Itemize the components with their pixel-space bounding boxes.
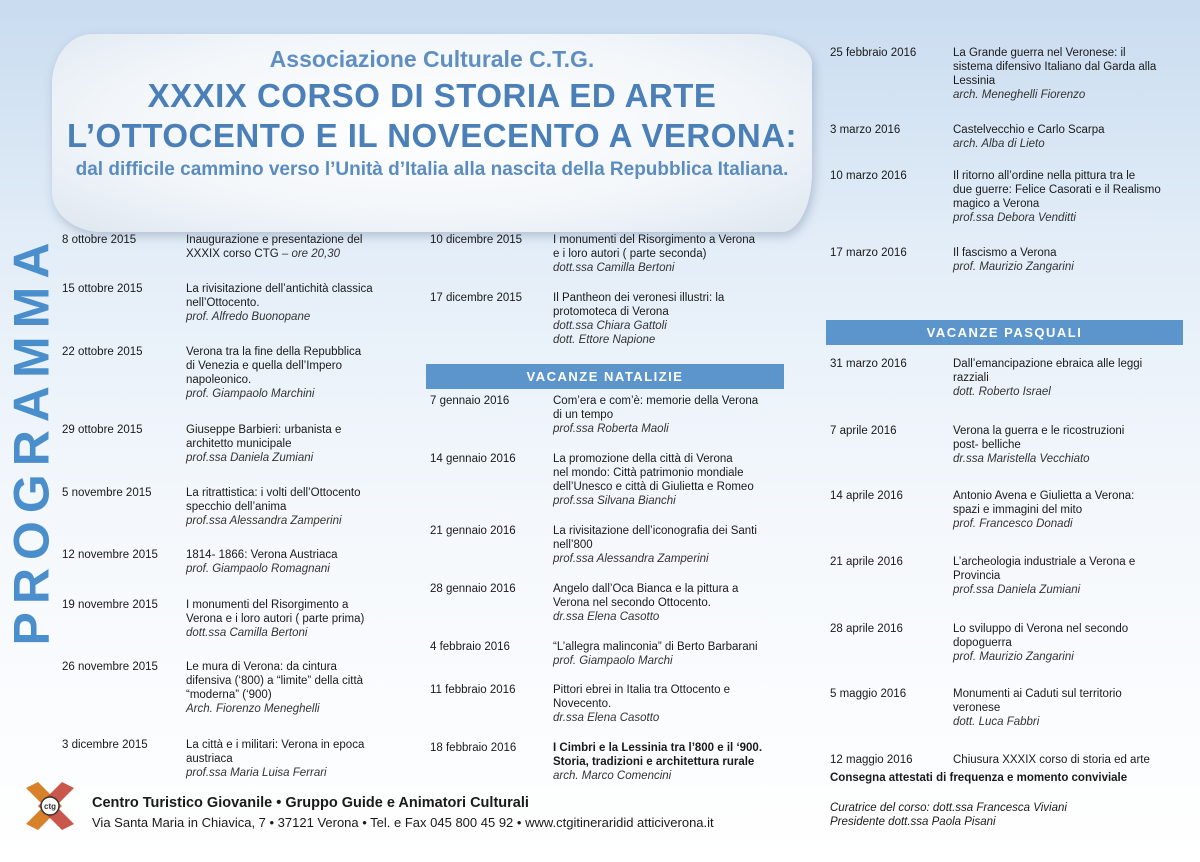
closing-date: 12 maggio 2016 [830,754,913,766]
entry-title-line: Verona tra la fine della Repubblica [186,346,362,358]
entry-title-line: nell’Ottocento. [186,297,260,309]
entry-speaker: prof.ssa Daniela Zumiani [953,584,1081,596]
entry-speaker: arch. Alba di Lieto [953,138,1045,150]
entry-body [186,282,426,324]
entry-date: 10 dicembre 2015 [430,234,523,246]
entry-speaker: dott. Roberto Israel [953,386,1051,398]
entry-title-line: I monumenti del Risorgimento a Verona [553,234,755,246]
entry-title-line: due guerre: Felice Casorati e il Realismo [953,184,1161,196]
closing-text: Chiusura XXXIX corso di storia ed arte [953,754,1150,766]
entry-title-line: Dall’emancipazione ebraica alle leggi [953,358,1143,370]
entry-speaker: dott. Luca Fabbri [953,716,1040,728]
entry-date: 3 dicembre 2015 [62,739,148,751]
entry-speaker: prof.ssa Roberta Maoli [553,423,669,435]
entry-body [953,246,1193,274]
entry-body [186,486,426,528]
entry-speaker: dott.ssa Chiara Gattoli [553,320,667,332]
entry-date: 12 novembre 2015 [62,549,158,561]
entry-speaker: prof. Francesco Donadi [953,518,1073,530]
entry-speaker: dr.ssa Elena Casotto [553,611,660,623]
subtitle: dal difficile cammino verso l’Unità d’Italia alla nascita della Repubblica Italiana. [75,159,789,180]
entry-title-line: Il Pantheon dei veronesi illustri: la [553,292,725,304]
entry-title-line: La ritrattistica: i volti dell’Ottocento [186,487,361,499]
entry-title-line: architetto municipale [186,438,292,450]
ctg-logo [22,778,78,834]
entry-date: 26 novembre 2015 [62,661,158,673]
entry-body [186,423,426,465]
entry-date: 18 febbraio 2016 [430,742,517,754]
entry-date: 8 ottobre 2015 [62,234,137,246]
entry-title-line: veronese [953,702,1001,714]
entry-body [553,582,793,624]
entry-date: 28 aprile 2016 [830,623,903,635]
entry-date: 15 ottobre 2015 [62,283,143,295]
course-title: XXXIX CORSO DI STORIA ED ARTE [147,77,717,114]
entry-title-line: Com’era e com’è: memorie della Verona [553,395,759,407]
entry-title-line: post- belliche [953,439,1021,451]
entry-title-line: Angelo dall’Oca Bianca e la pittura a [553,583,739,595]
entry-speaker: prof.ssa Daniela Zumiani [186,452,314,464]
entry-title-line: dopoguerra [953,637,1012,649]
entry-title-line: spazi e immagini del mito [953,504,1083,516]
entry-body [953,489,1193,531]
side-label [2,230,60,650]
entry-title-line: Provincia [953,570,1001,582]
entry-date: 17 marzo 2016 [830,247,907,259]
entry-date: 7 aprile 2016 [830,425,897,437]
logo-text: ctg [44,802,56,811]
entry-speaker: dott. Ettore Napione [553,334,656,346]
entry-title-line: Lo sviluppo di Verona nel secondo [953,623,1129,635]
entry-speaker: dott.ssa Camilla Bertoni [186,627,308,639]
entry-body [953,169,1193,225]
entry-title-line: L’archeologia industriale a Verona e [953,556,1136,568]
entry-title-line: napoleonico. [186,374,252,386]
entry-date: 3 marzo 2016 [830,124,901,136]
entry-title-line: Verona e i loro autori ( parte prima) [186,613,365,625]
presidente-text: Presidente dott.ssa Paola Pisani [830,816,996,828]
entry-speaker: arch. Marco Comencini [553,770,672,782]
entry-date: 31 marzo 2016 [830,358,907,370]
entry-title-line: Novecento. [553,698,612,710]
entry-body [953,424,1193,466]
entry-date: 5 maggio 2016 [830,688,907,700]
entry-body [553,524,793,566]
association-name: Associazione Culturale C.T.G. [269,46,595,72]
entry-speaker: prof. Maurizio Zangarini [953,261,1074,273]
entry-speaker: prof.ssa Silvana Bianchi [553,495,676,507]
entry-title-line: 1814- 1866: Verona Austriaca [186,549,338,561]
entry-body [553,394,793,436]
entry-title-line: magico a Verona [953,198,1040,210]
entry-title-line: Verona nel secondo Ottocento. [553,597,711,609]
entry-title-line: Le mura di Verona: da cintura [186,661,337,673]
entry-body [186,738,426,780]
entry-title-line: “moderna” (‘900) [186,689,272,701]
entry-date: 5 novembre 2015 [62,487,152,499]
entry-date: 17 dicembre 2015 [430,292,523,304]
entry-date: 7 gennaio 2016 [430,395,510,407]
entry-title-line: Storia, tradizioni e architettura rurale [553,756,755,768]
entry-body [553,640,793,668]
entry-speaker: arch. Meneghelli Fiorenzo [953,89,1086,101]
entry-title-line: sistema difensivo Italiano dal Garda alla [953,61,1157,73]
entry-title-line: La rivisitazione dell’iconografia dei Santi [553,525,757,537]
entry-body [953,687,1193,729]
entry-body [953,46,1193,102]
christmas-holiday-band: VACANZE NATALIZIE [426,364,784,389]
entry-title-line: La rivisitazione dell’antichità classica [186,283,373,295]
entry-date: 19 novembre 2015 [62,599,158,611]
entry-date: 10 marzo 2016 [830,170,907,182]
entry-title-line: nel mondo: Città patrimonio mondiale [553,467,744,479]
entry-title-line: La città e i militari: Verona in epoca [186,739,365,751]
entry-speaker: prof. Alfredo Buonopane [186,311,311,323]
entry-body [186,598,426,640]
entry-title-line: I monumenti del Risorgimento a [186,599,349,611]
entry-title-line: Giuseppe Barbieri: urbanista e [186,424,342,436]
entry-title-line: austriaca [186,753,233,765]
entry-date: 4 febbraio 2016 [430,641,510,653]
consegna-text: Consegna attestati di frequenza e momento conviviale [830,772,1128,784]
entry-date: 21 aprile 2016 [830,556,903,568]
entry-title-line: Il ritorno all’ordine nella pittura tra le [953,170,1136,182]
entry-speaker: prof. Giampaolo Marchi [553,655,673,667]
entry-body [186,345,426,401]
entry-speaker: prof.ssa Debora Venditti [953,212,1076,224]
entry-body [953,555,1193,597]
entry-body [553,741,793,783]
footer-organization: Centro Turistico Giovanile • Gruppo Guide e Animatori Culturali [92,795,529,811]
entry-body [953,123,1193,151]
entry-title-line: Pittori ebrei in Italia tra Ottocento e [553,684,731,696]
entry-speaker: prof.ssa Alessandra Zamperini [553,553,709,565]
entry-title-line: La Grande guerra nel Veronese: il [953,47,1126,59]
entry-date: 25 febbraio 2016 [830,47,917,59]
entry-title-line: Verona la guerra e le ricostruzioni [953,425,1125,437]
curatrice-text: Curatrice del corso: dott.ssa Francesca Viviani [830,802,1067,814]
entry-body [186,548,426,576]
entry-title-line: di un tempo [553,409,614,421]
entry-title-line: I Cimbri e la Lessinia tra l’800 e il ‘900. [553,742,763,754]
entry-speaker: prof.ssa Alessandra Zamperini [186,515,342,527]
entry-title-line: Monumenti ai Caduti sul territorio [953,688,1122,700]
entry-date: 28 gennaio 2016 [430,583,516,595]
entry-title-line: Castelvecchio e Carlo Scarpa [953,124,1105,136]
entry-date: 14 aprile 2016 [830,490,903,502]
entry-speaker: Arch. Fiorenzo Meneghelli [186,703,320,715]
entry-title-line: Il fascismo a Verona [953,247,1057,259]
entry-speaker: prof. Maurizio Zangarini [953,651,1074,663]
entry-body [553,233,793,275]
entry-body [553,291,793,347]
entry-date: 21 gennaio 2016 [430,525,516,537]
entry-title-line: XXXIX corso CTG – ore 20,30 [186,248,341,260]
entry-title-line: e i loro autori ( parte seconda) [553,248,707,260]
entry-title-line: difensiva (‘800) a “limite” della città [186,675,364,687]
entry-speaker: dr.ssa Maristella Vecchiato [953,453,1090,465]
easter-holiday-band: VACANZE PASQUALI [826,320,1183,345]
entry-title-line: Lessinia [953,75,996,87]
entry-date: 22 ottobre 2015 [62,346,143,358]
entry-title-line: Antonio Avena e Giulietta a Verona: [953,490,1135,502]
programma-label: PROGRAMMA [3,234,59,646]
main-title: L’OTTOCENTO E IL NOVECENTO A VERONA: [66,117,798,154]
entry-body [553,683,793,725]
entry-speaker: dott.ssa Camilla Bertoni [553,262,675,274]
entry-title-line: dell’Unesco e città di Giulietta e Romeo [553,481,754,493]
entry-date: 14 gennaio 2016 [430,453,516,465]
entry-title-line: protomoteca di Verona [553,306,669,318]
entry-body [186,233,426,261]
entry-title-line: razziali [953,372,989,384]
entry-title-line: specchio dell’anima [186,501,287,513]
entry-date: 29 ottobre 2015 [62,424,143,436]
entry-extra: – ore 20,30 [278,248,341,260]
entry-date: 11 febbraio 2016 [430,684,516,696]
entry-title-line: nell’800 [553,539,593,551]
entry-speaker: prof.ssa Maria Luisa Ferrari [186,767,327,779]
footer-address: Via Santa Maria in Chiavica, 7 • 37121 Verona • Tel. e Fax 045 800 45 92 • www.ctgitineraridid atticiverona.it [92,815,714,830]
entry-title-line: La promozione della città di Verona [553,453,733,465]
entry-title-line: Inaugurazione e presentazione del [186,234,363,246]
entry-speaker: prof. Giampaolo Marchini [186,388,315,400]
entry-body [953,357,1193,399]
entry-body [953,622,1193,664]
entry-title-line: “L’allegra malinconia” di Berto Barbarani [553,641,758,653]
entry-speaker: dr.ssa Elena Casotto [553,712,660,724]
entry-body [186,660,426,716]
entry-speaker: prof. Giampaolo Romagnani [186,563,330,575]
entry-body [553,452,793,508]
entry-title-line: di Venezia e quella dell’Impero [186,360,342,372]
header [52,40,812,181]
